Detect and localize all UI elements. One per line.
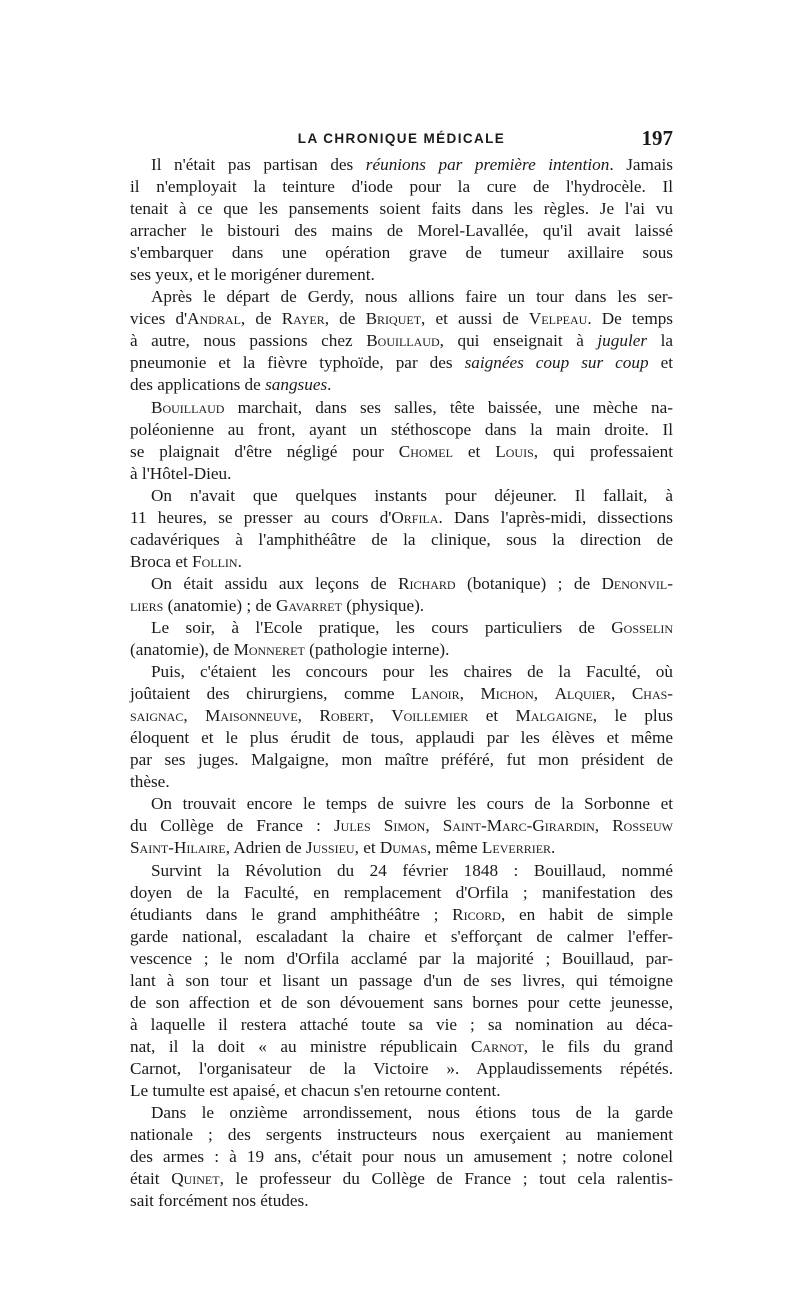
paragraph [130, 793, 673, 859]
proper-name: Rosseuw [612, 816, 674, 836]
proper-name: Robert [319, 706, 370, 726]
proper-name: Carnot [470, 1036, 524, 1056]
proper-name: Saint-Marc-Girardin [442, 816, 595, 836]
text-run: , et [354, 838, 380, 858]
text-run: , le professeur du Collège de France ; tout cela ralentis- [219, 1169, 673, 1189]
text-run: pneumonie et la fièvre typhoïde, par des [130, 353, 465, 373]
text-line [130, 992, 673, 1014]
text-run: il n'employait la teinture d'iode pour la cure de l'hydrocèle. Il [130, 177, 673, 197]
text-line [130, 1058, 673, 1080]
proper-name: Follin [192, 551, 238, 571]
proper-name: Chomel [398, 441, 453, 461]
italic-phrase: juguler [597, 331, 648, 351]
text-run: et [648, 353, 674, 373]
text-run: Survint la Révolution du 24 février 1848 : Bouillaud, nommé [151, 860, 673, 880]
text-line [130, 485, 673, 507]
text-run: vescence ; le nom d'Orfila acclamé par la majorité ; Bouillaud, par- [130, 948, 673, 968]
text-run: et [468, 706, 516, 726]
text-run: garde national, escaladant la chaire et s'efforçant de calmer l'effer- [130, 926, 673, 946]
text-run: Dans le onzième arrondissement, nous étions tous de la garde [151, 1103, 673, 1123]
text-run: Il n'était pas partisan des [151, 155, 366, 174]
italic-phrase: saignées coup sur coup [464, 353, 649, 373]
proper-name: Quinet [171, 1169, 220, 1189]
text-run: du Collège de France : [130, 816, 334, 836]
text-run: à l'Hôtel-Dieu. [130, 463, 232, 483]
proper-name: Alquier [554, 684, 611, 704]
text-run: . [327, 375, 332, 395]
text-run: thèse. [130, 772, 170, 792]
text-run: Le tumulte est apaisé, et chacun s'en retourne content. [130, 1080, 501, 1100]
text-run: poléonienne au front, ayant un stéthoscope dans la main droite. Il [130, 419, 673, 439]
text-run: , [594, 816, 613, 836]
text-run: , même [426, 838, 482, 858]
text-line [130, 551, 673, 573]
text-line [130, 727, 673, 749]
proper-name: Rayer [281, 309, 325, 329]
proper-name: Saint-Hilaire [130, 838, 226, 858]
proper-name: Bouillaud [366, 331, 440, 351]
text-run: (pathologie interne). [304, 640, 450, 660]
text-run: Broca et [130, 551, 193, 571]
text-run: la [647, 331, 673, 351]
text-run: et [452, 441, 496, 461]
proper-name: Gosselin [611, 617, 673, 637]
text-line [130, 683, 673, 705]
text-line [130, 639, 673, 661]
text-line [130, 463, 673, 485]
italic-phrase: sangsues [265, 375, 328, 395]
paragraph [130, 397, 673, 485]
book-page [130, 128, 673, 1212]
text-line [130, 1036, 673, 1058]
paragraph [130, 154, 673, 286]
text-run: vices d' [130, 309, 188, 329]
text-run: Puis, c'étaient les concours pour les chaires de la Faculté, où [151, 662, 673, 682]
proper-name: Richard [398, 573, 456, 593]
text-run: , [533, 684, 555, 704]
text-line [130, 1146, 673, 1168]
text-run: , [459, 684, 481, 704]
text-line [130, 330, 673, 352]
text-run: , de [324, 309, 366, 329]
text-line [130, 970, 673, 992]
paragraph [130, 573, 673, 617]
text-line [130, 242, 673, 264]
text-run: . [551, 838, 556, 858]
text-line [130, 749, 673, 771]
text-line [130, 198, 673, 220]
proper-name: Michon [480, 684, 534, 704]
proper-name: Malgaigne [515, 706, 593, 726]
text-line [130, 793, 673, 815]
running-title: LA CHRONIQUE MÉDICALE [297, 131, 506, 146]
text-line [130, 1102, 673, 1124]
text-run: On trouvait encore le temps de suivre les cours de la Sorbonne et [151, 794, 673, 814]
text-run: Carnot, l'organisateur de la Victoire ». Applaudissements répétés. [130, 1058, 673, 1078]
text-run: , [369, 706, 392, 726]
text-run: de son affection et de son dévouement sans bornes pour cette jeunesse, [130, 992, 673, 1012]
text-line [130, 507, 673, 529]
proper-name: Velpeau [528, 309, 588, 329]
text-run: 11 heures, se presser au cours d' [130, 507, 392, 527]
text-run: On n'avait que quelques instants pour déjeuner. Il fallait, à [151, 485, 673, 505]
text-run: On était assidu aux leçons de [151, 573, 399, 593]
text-run: était [130, 1169, 172, 1189]
proper-name: Andral [187, 309, 241, 329]
text-line [130, 1124, 673, 1146]
text-run: , qui enseignait à [439, 331, 598, 351]
text-line [130, 860, 673, 882]
text-run: des applications de [130, 375, 266, 395]
text-run: lant à son tour et lisant un passage d'un de ses livres, qui témoigne [130, 970, 673, 990]
proper-name: Briquet [365, 309, 422, 329]
paragraph [130, 661, 673, 793]
text-line [130, 882, 673, 904]
text-run: nat, il la doit « au ministre républicain [130, 1036, 471, 1056]
text-line [130, 595, 673, 617]
proper-name: Lanoir [411, 684, 460, 704]
text-line [130, 1168, 673, 1190]
text-line [130, 837, 673, 859]
text-run: (anatomie) ; de [163, 595, 276, 615]
text-line [130, 815, 673, 837]
text-run: , qui professaient [533, 441, 673, 461]
text-run: . Dans l'après-midi, dissections [438, 507, 673, 527]
proper-name: liers [130, 595, 164, 615]
text-line [130, 374, 673, 396]
proper-name: saignac [130, 706, 184, 726]
text-run: , Adrien de [225, 838, 306, 858]
text-run: (botanique) ; de [455, 573, 602, 593]
text-run: (anatomie), de [130, 640, 234, 660]
text-line [130, 573, 673, 595]
text-run: , et aussi de [421, 309, 529, 329]
text-run: Après le départ de Gerdy, nous allions faire un tour dans les ser- [151, 287, 673, 307]
text-run: , de [240, 309, 282, 329]
text-run: , [297, 706, 320, 726]
page-number: 197 [641, 126, 673, 150]
text-run: ses yeux, et le morigéner durement. [130, 265, 375, 285]
proper-name: Orfila [391, 507, 439, 527]
text-line [130, 529, 673, 551]
text-line [130, 1190, 673, 1212]
text-line [130, 661, 673, 683]
text-line [130, 176, 673, 198]
text-line [130, 397, 673, 419]
text-line [130, 352, 673, 374]
text-run: éloquent et le plus érudit de tous, applaudi par les élèves et même [130, 728, 673, 748]
text-line [130, 154, 673, 176]
text-run: joûtaient des chirurgiens, comme [130, 684, 412, 704]
text-run: , le fils du grand [523, 1036, 673, 1056]
text-run: , [425, 816, 443, 836]
text-run: nationale ; des sergents instructeurs nous exerçaient au maniement [130, 1125, 673, 1145]
text-run: Le soir, à l'Ecole pratique, les cours particuliers de [151, 617, 612, 637]
text-run: étudiants dans le grand amphithéâtre ; [130, 904, 453, 924]
proper-name: Jules Simon [333, 816, 426, 836]
text-line [130, 286, 673, 308]
text-run: . [237, 551, 242, 571]
proper-name: Ricord [452, 904, 501, 924]
proper-name: Gavarret [275, 595, 342, 615]
text-run: des armes : à 19 ans, c'était pour nous un amusement ; notre colonel [130, 1147, 673, 1167]
italic-phrase: réunions par première intention [365, 155, 610, 174]
text-run: à laquelle il restera attaché toute sa vie ; sa nomination au déca- [130, 1014, 673, 1034]
text-run: , [183, 706, 206, 726]
body-text [130, 154, 673, 1212]
text-run: . De temps [587, 309, 673, 329]
page-header [130, 128, 673, 150]
text-line [130, 705, 673, 727]
proper-name: Jussieu [305, 838, 355, 858]
text-line [130, 948, 673, 970]
paragraph [130, 1102, 673, 1212]
text-line [130, 264, 673, 286]
text-line [130, 1080, 673, 1102]
text-line [130, 904, 673, 926]
proper-name: Dumas [379, 838, 427, 858]
paragraph [130, 860, 673, 1103]
paragraph [130, 617, 673, 661]
text-line [130, 308, 673, 330]
text-line [130, 771, 673, 793]
text-run: marchait, dans ses salles, tête baissée, une mèche na- [224, 397, 673, 417]
text-run: cadavériques à l'amphithéâtre de la clinique, sous la direction de [130, 529, 673, 549]
text-line [130, 1014, 673, 1036]
paragraph [130, 286, 673, 396]
proper-name: Chas- [631, 684, 674, 704]
text-line [130, 441, 673, 463]
text-run: sait forcément nos études. [130, 1191, 309, 1211]
text-run: se plaignait d'être négligé pour [130, 441, 399, 461]
text-run: tenait à ce que les pansements soient faits dans les règles. Je l'ai vu [130, 199, 673, 219]
text-run: par ses juges. Malgaigne, mon maître préféré, fut mon président de [130, 750, 673, 770]
text-line [130, 926, 673, 948]
proper-name: Louis [495, 441, 534, 461]
text-line [130, 617, 673, 639]
text-line [130, 419, 673, 441]
text-run: , le plus [592, 706, 673, 726]
text-run: , en habit de simple [500, 904, 673, 924]
text-line [130, 220, 673, 242]
text-run: , [610, 684, 632, 704]
proper-name: Bouillaud [151, 397, 225, 417]
text-run: . Jamais [609, 155, 673, 174]
text-run: arracher le bistouri des mains de Morel-Lavallée, qu'il avait laissé [130, 221, 673, 241]
text-run: doyen de la Faculté, en remplacement d'Orfila ; manifestation des [130, 882, 673, 902]
proper-name: Leverrier [481, 838, 552, 858]
proper-name: Maisonneuve [205, 706, 298, 726]
paragraph [130, 485, 673, 573]
proper-name: Voillemier [391, 706, 469, 726]
text-run: à autre, nous passions chez [130, 331, 367, 351]
proper-name: Monneret [233, 640, 305, 660]
proper-name: Denonvil- [601, 573, 673, 593]
text-run: (physique). [341, 595, 425, 615]
text-run: s'embarquer dans une opération grave de tumeur axillaire sous [130, 243, 673, 263]
